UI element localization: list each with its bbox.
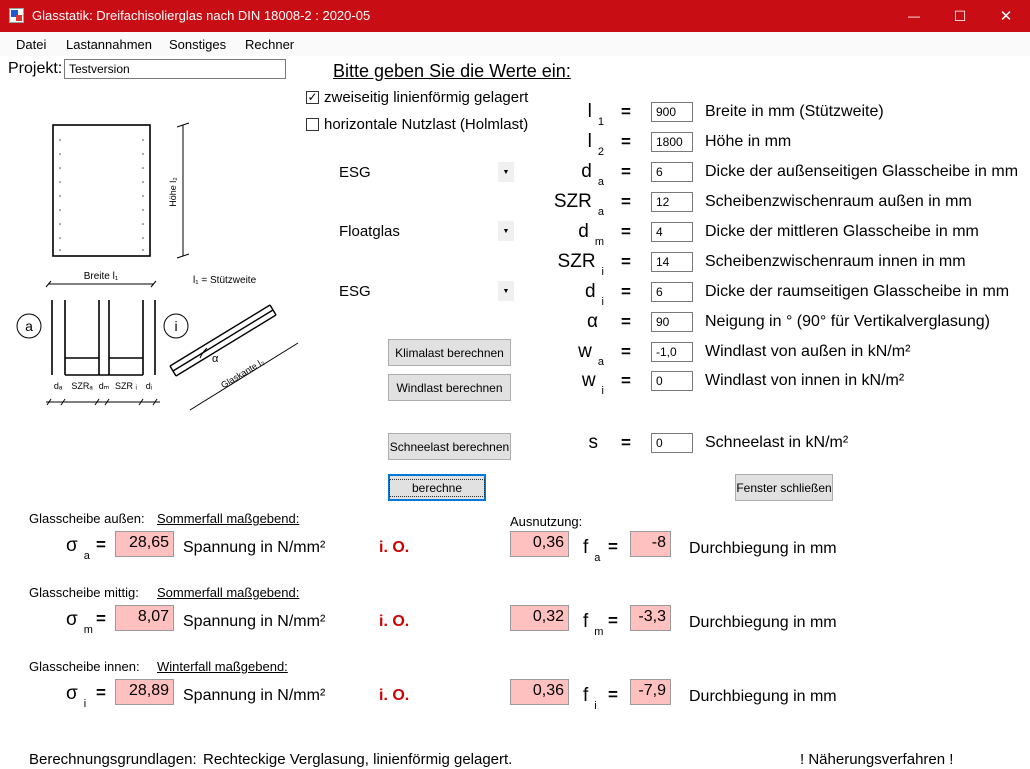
param-symbol-sub: i (601, 266, 604, 278)
sigma-main: σ (66, 535, 78, 556)
berechne-button[interactable] (388, 474, 486, 501)
param-input[interactable]: 0 (651, 433, 693, 453)
param-description: Dicke der raumseitigen Glasscheibe in mm (705, 283, 1010, 300)
height-label: Höhe l₂ (168, 177, 178, 207)
result-title: Glasscheibe außen: (29, 511, 145, 526)
param-symbol-main: α (587, 311, 598, 332)
close-window-button[interactable]: Fenster schließen (735, 474, 833, 501)
klimalast-button[interactable]: Klimalast berechnen (388, 339, 511, 366)
app-icon (9, 8, 24, 23)
stress-value: 28,65 (115, 531, 174, 557)
menu-bar (0, 32, 1030, 56)
dropdown-arrow-icon[interactable]: ▼ (498, 162, 514, 182)
window-title: Glasstatik: Dreifachisolierglas nach DIN 18008-2 : 2020-05 (32, 8, 371, 23)
param-symbol-main: l (587, 101, 592, 122)
section-label-di: dᵢ (145, 381, 153, 391)
sigma-equals: = (96, 609, 106, 628)
param-equals: = (621, 192, 631, 211)
section-label-da: dₐ (53, 381, 63, 391)
checkbox-linear-support-label: zweiseitig linienförmig gelagert (324, 89, 529, 106)
param-symbol (578, 341, 604, 368)
param-description: Windlast von außen in kN/m² (705, 343, 911, 360)
param-input[interactable]: 1800 (651, 132, 693, 152)
span-note: l₁ = Stützweite (193, 275, 257, 286)
status-label: i. O. (379, 539, 410, 556)
sigma-sub: a (83, 550, 90, 562)
deflection-equals: = (608, 685, 618, 704)
f-main: f (583, 685, 589, 706)
param-input[interactable]: 0 (651, 371, 693, 391)
deflection-equals: = (608, 537, 618, 556)
param-input[interactable]: -1,0 (651, 342, 693, 362)
deflection-value: -7,9 (630, 679, 671, 705)
menu-sonstiges[interactable]: Sonstiges (169, 37, 227, 52)
sigma-equals: = (96, 683, 106, 702)
result-case: Winterfall maßgebend: (157, 659, 288, 674)
param-symbol-sub: 2 (597, 146, 604, 158)
checkbox-horizontal-load-label: horizontale Nutzlast (Holmlast) (324, 116, 529, 133)
schneelast-button[interactable]: Schneelast berechnen (388, 433, 511, 460)
f-main: f (583, 611, 589, 632)
page-heading: Bitte geben Sie die Werte ein: (333, 61, 571, 81)
utilization-value: 0,32 (510, 605, 569, 631)
param-input[interactable]: 90 (651, 312, 693, 332)
param-equals: = (621, 252, 631, 271)
param-input[interactable]: 14 (651, 252, 693, 272)
deflection-label: Durchbiegung in mm (689, 688, 837, 705)
param-symbol (587, 131, 604, 158)
checkbox-linear-support[interactable]: ✓ (307, 90, 318, 104)
stress-value: 28,89 (115, 679, 174, 705)
param-input[interactable]: 12 (651, 192, 693, 212)
param-description: Dicke der mittleren Glasscheibe in mm (705, 223, 979, 240)
project-input[interactable]: Testversion (64, 59, 286, 79)
result-title: Glasscheibe innen: (29, 659, 140, 674)
section-label-szri: SZR ᵢ (115, 381, 137, 391)
param-symbol-main: d (584, 281, 596, 302)
glass-type-outer[interactable]: ESG (339, 164, 371, 181)
footer-text: Rechteckige Verglasung, linienförmig gelagert. (203, 751, 513, 768)
project-label: Projekt: (8, 60, 63, 77)
section-view (52, 300, 155, 375)
menu-rechner[interactable]: Rechner (245, 37, 295, 52)
deflection-value: -3,3 (630, 605, 671, 631)
maximize-button[interactable] (937, 0, 983, 32)
param-description: Breite in mm (Stützweite) (705, 103, 884, 120)
param-symbol (557, 251, 604, 278)
dropdown-arrow-icon[interactable]: ▼ (498, 281, 514, 301)
deflection-symbol (583, 537, 601, 564)
deflection-symbol (583, 685, 597, 712)
param-symbol-main: d (578, 221, 589, 242)
outer-side-marker-label: a (25, 318, 33, 334)
result-case: Sommerfall maßgebend: (157, 585, 300, 600)
param-symbol (553, 191, 604, 218)
param-description: Dicke der außenseitigen Glasscheibe in mm (705, 163, 1019, 180)
param-equals: = (621, 222, 631, 241)
windlast-button[interactable]: Windlast berechnen (388, 374, 511, 401)
param-symbol-main: w (581, 370, 596, 391)
param-symbol (581, 161, 604, 188)
glass-type-inner[interactable]: ESG (339, 283, 371, 300)
edge-label: Glaskante l₂ (219, 356, 266, 391)
param-equals: = (621, 282, 631, 301)
menu-datei[interactable]: Datei (16, 37, 47, 52)
glass-diagram (0, 100, 300, 420)
footer-label: Berechnungsgrundlagen: (29, 751, 197, 768)
param-symbol-sub: i (601, 385, 604, 397)
sigma-symbol (66, 609, 93, 636)
param-symbol (589, 432, 605, 454)
param-symbol-sub: a (597, 206, 604, 218)
sigma-equals: = (96, 535, 106, 554)
sigma-symbol (66, 683, 87, 710)
deflection-symbol (583, 611, 604, 638)
inner-side-marker-label: i (174, 318, 178, 334)
param-description: Windlast von innen in kN/m² (705, 372, 905, 389)
maximize-icon: ☐ (953, 7, 967, 24)
param-description: Höhe in mm (705, 133, 792, 150)
param-description: Neigung in ° (90° für Vertikalverglasung) (705, 313, 990, 330)
param-equals: = (621, 371, 631, 390)
param-symbol-main: s (588, 432, 598, 453)
f-sub: i (594, 700, 597, 712)
utilization-value: 0,36 (510, 531, 569, 557)
param-symbol (587, 101, 604, 128)
param-equals: = (621, 312, 631, 331)
close-button[interactable] (983, 0, 1029, 32)
berechne-label: berechne (389, 479, 485, 497)
minimize-icon: — (908, 9, 920, 23)
param-equals: = (621, 342, 631, 361)
sigma-symbol (66, 535, 90, 562)
param-input[interactable]: 6 (651, 282, 693, 302)
param-equals: = (621, 433, 631, 452)
sigma-main: σ (66, 683, 78, 704)
param-symbol-sub: a (597, 356, 604, 368)
result-title: Glasscheibe mittig: (29, 585, 139, 600)
param-symbol-main: w (578, 341, 592, 362)
glass-type-middle[interactable]: Floatglas (339, 223, 400, 240)
ausnutzung-label: Ausnutzung: (510, 514, 583, 529)
close-icon: ✕ (999, 8, 1013, 25)
sigma-sub: i (83, 698, 87, 710)
pane-dots (59, 139, 144, 251)
section-label-dm: dₘ (98, 381, 110, 391)
param-input[interactable]: 900 (651, 102, 693, 122)
param-symbol (581, 370, 604, 397)
minimize-button[interactable] (891, 0, 937, 32)
param-symbol-main: l (587, 131, 592, 152)
status-label: i. O. (379, 613, 410, 630)
utilization-value: 0,36 (510, 679, 569, 705)
param-description: Scheibenzwischenraum innen in mm (705, 253, 966, 270)
stress-label: Spannung in N/mm² (183, 539, 326, 556)
param-equals: = (621, 102, 631, 121)
angle-label: α (212, 353, 219, 365)
deflection-label: Durchbiegung in mm (689, 540, 837, 557)
f-sub: a (594, 552, 601, 564)
stress-value: 8,07 (115, 605, 174, 631)
param-equals: = (621, 162, 631, 181)
menu-lastannahmen[interactable]: Lastannahmen (66, 37, 153, 52)
param-symbol (584, 281, 604, 308)
status-label: i. O. (379, 687, 410, 704)
checkbox-horizontal-load[interactable] (306, 118, 319, 131)
dropdown-arrow-icon[interactable]: ▼ (498, 221, 514, 241)
param-symbol (587, 311, 604, 333)
param-symbol (578, 221, 604, 248)
result-case: Sommerfall maßgebend: (157, 511, 300, 526)
f-main: f (583, 537, 589, 558)
param-input[interactable]: 6 (651, 162, 693, 182)
param-input[interactable]: 4 (651, 222, 693, 242)
param-symbol-main: d (581, 161, 592, 182)
deflection-value: -8 (630, 531, 671, 557)
stress-label: Spannung in N/mm² (183, 687, 326, 704)
section-label-szra: SZRₐ (71, 381, 93, 391)
width-label: Breite l₁ (83, 271, 119, 282)
footer-note: ! Näherungsverfahren ! (800, 751, 954, 768)
f-sub: m (594, 626, 604, 638)
param-symbol-sub: 1 (597, 116, 604, 128)
param-symbol-sub: a (597, 176, 604, 188)
param-symbol-main: SZR (553, 191, 592, 212)
param-symbol-sub: m (594, 236, 604, 248)
stress-label: Spannung in N/mm² (183, 613, 326, 630)
pane-front-view (53, 125, 150, 256)
deflection-label: Durchbiegung in mm (689, 614, 837, 631)
sigma-sub: m (83, 624, 93, 636)
param-description: Scheibenzwischenraum außen in mm (705, 193, 972, 210)
sigma-main: σ (66, 609, 78, 630)
param-symbol-sub: i (601, 296, 604, 308)
deflection-equals: = (608, 611, 618, 630)
param-description: Schneelast in kN/m² (705, 434, 849, 451)
param-symbol-main: SZR (557, 251, 596, 272)
param-equals: = (621, 132, 631, 151)
